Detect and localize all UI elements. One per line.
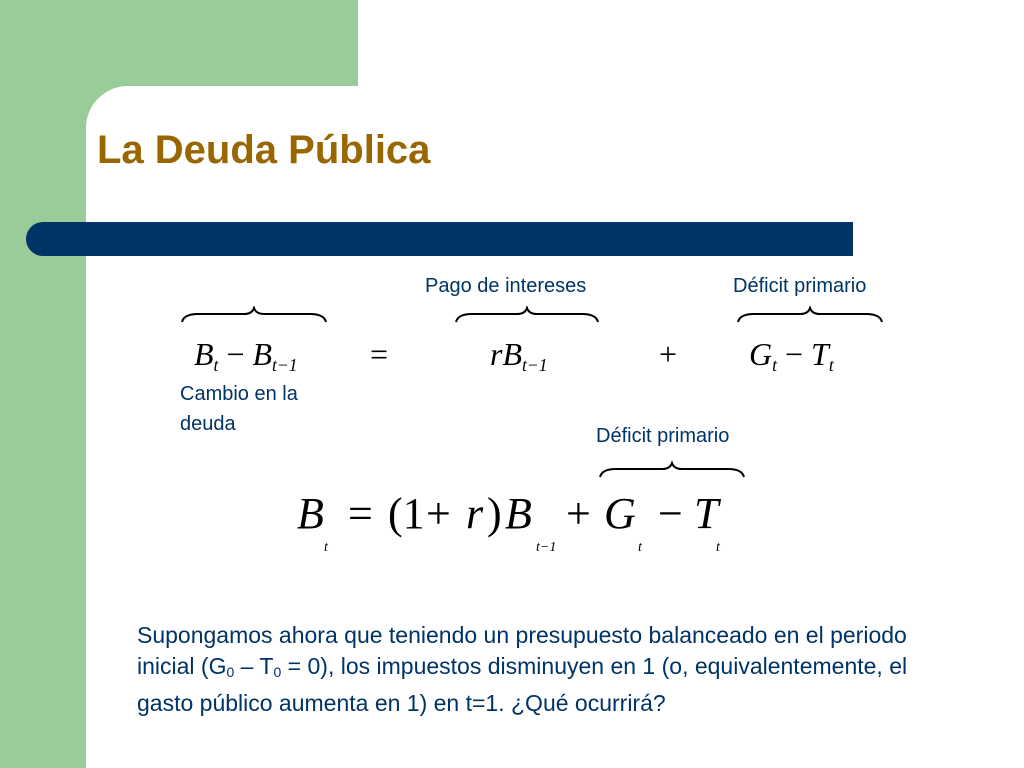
brace-pago-intereses xyxy=(454,306,600,324)
eq1-deficit-term: $G_t - T_t$ xyxy=(749,336,834,376)
eq2-sub-t3: t xyxy=(716,540,720,555)
eq1-interest-term: $rB_{t-1}$ xyxy=(490,336,548,376)
eq2-plus: + xyxy=(426,489,451,538)
label-pago-intereses: Pago de intereses xyxy=(425,275,587,297)
eq2-sub-t2: t xyxy=(638,540,642,555)
brace-deficit-top xyxy=(736,306,884,324)
eq1-lhs: $B_t - B_{t-1}$ xyxy=(194,336,298,376)
eq2-open-paren-one: (1 xyxy=(388,489,425,538)
eq2-plus2: + xyxy=(566,489,591,538)
title-underline-bar xyxy=(26,222,853,256)
brace-cambio xyxy=(180,306,328,324)
label-cambio-deuda-line2: deuda xyxy=(180,413,236,435)
eq2-minus: − xyxy=(658,489,683,538)
eq2-sub-tm1: t−1 xyxy=(536,540,557,555)
eq2-T: T xyxy=(694,489,719,538)
label-cambio-deuda-line1: Cambio en la xyxy=(180,383,298,405)
eq2-B-prev: B xyxy=(505,489,532,538)
eq2-close-paren: ) xyxy=(487,489,502,538)
eq2-G: G xyxy=(604,489,636,538)
eq1-equals: = xyxy=(370,336,389,372)
slide-title: La Deuda Pública xyxy=(97,128,431,172)
label-deficit-primario-top: Déficit primario xyxy=(733,275,867,297)
eq1-plus: + xyxy=(659,336,678,372)
eq2-B: B xyxy=(297,489,324,538)
eq2-equals: = xyxy=(348,489,373,538)
eq2-sub-t: t xyxy=(324,540,328,555)
brace-deficit-mid xyxy=(598,461,746,479)
body-paragraph: Supongamos ahora que teniendo un presupuesto balanceado en el periodo inicial $(G_0 - T_0 = 0)$, los impuestos disminuyen en 1 (o, equivalentemente, el gasto público aumenta en 1) en t=1. ¿Qué ocurrirá? xyxy=(137,622,908,716)
eq2-r: r xyxy=(466,489,484,538)
label-deficit-primario-mid: Déficit primario xyxy=(596,425,730,447)
